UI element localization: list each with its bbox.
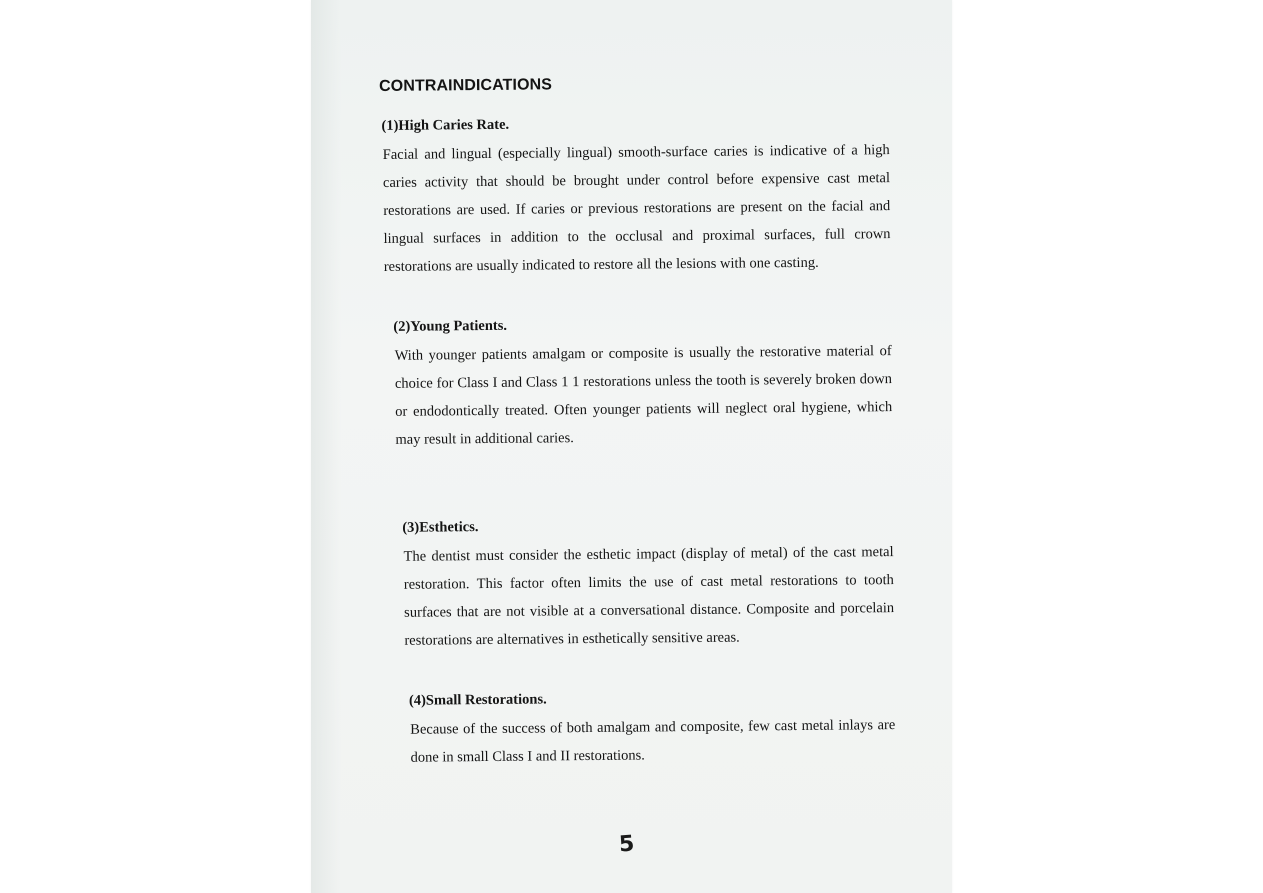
page-content bbox=[379, 73, 896, 772]
page-heading: CONTRAINDICATIONS bbox=[379, 76, 553, 95]
section-body: Because of the success of both amalgam and composite, few cast metal inlays are done in small Class I and II restorations. bbox=[410, 717, 896, 766]
section-body: With younger patients amalgam or composite is usually the restorative material of choice for Class I and Class 1 1 restorations unless the tooth is severely broken down or endodontically treated. Often younger patients will neglect oral hygiene, which may result in additional caries. bbox=[394, 343, 893, 448]
section-title: (2)Young Patients. bbox=[393, 317, 508, 335]
section-title: (1)High Caries Rate. bbox=[381, 116, 510, 134]
section-title: (3)Esthetics. bbox=[402, 519, 479, 536]
scan-shadow bbox=[311, 0, 341, 893]
section-young-patients bbox=[391, 314, 892, 454]
section-body: Facial and lingual (especially lingual) smooth-surface caries is indicative of a high caries activity that should be brought under control before expensive cast metal restorations are used. If caries or previous restorations are present on the facial and lingual surfaces in addition to the occlusal and proximal surfaces, full crown restorations are usually indicated to restore all the lesions with one casting. bbox=[382, 142, 891, 275]
section-title: (4)Small Restorations. bbox=[408, 691, 547, 709]
page-number: 5 bbox=[618, 831, 636, 858]
section-high-caries-rate bbox=[379, 113, 891, 281]
section-body: The dentist must consider the esthetic impact (display of metal) of the cast metal restoration. This factor often limits the use of cast metal restorations to tooth surfaces that are not visible at a conversational distance. Composite and porcelain restorations are alternatives in esthetically sensitive areas. bbox=[403, 544, 895, 649]
section-esthetics bbox=[400, 515, 894, 655]
document-page bbox=[311, 0, 952, 893]
section-small-restorations bbox=[407, 688, 896, 772]
